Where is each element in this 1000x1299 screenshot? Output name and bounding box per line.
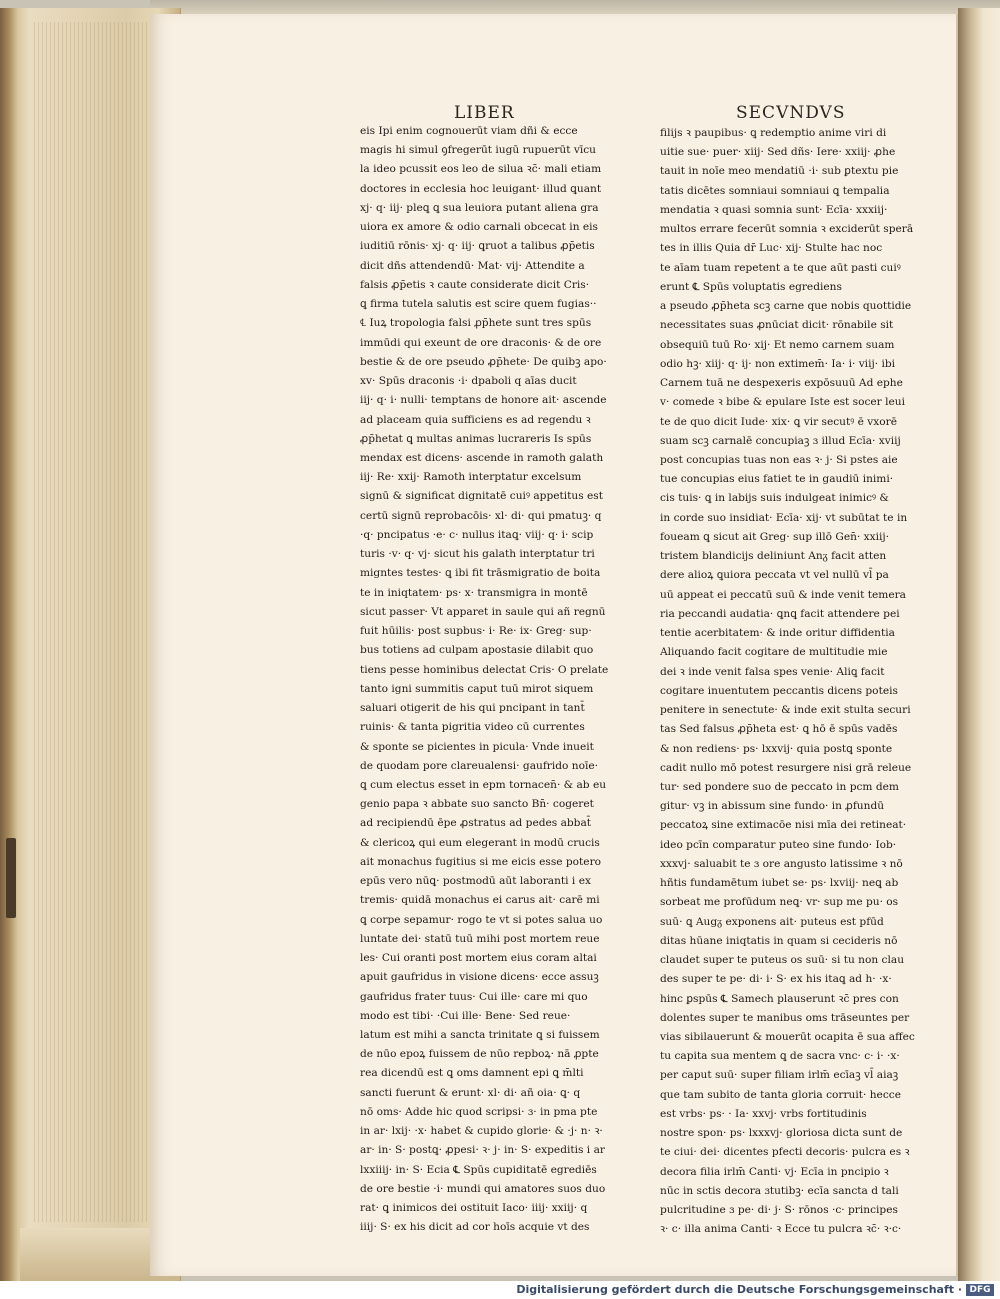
text-line: Carnem tuā ne despexeris expōsuuū Ad ephe [660,377,903,390]
text-line: iij· q· i· nulli· temptans de honore ait· ascende [360,394,607,407]
text-line: de ore bestie ·i· mundi qui amatores suos duo [360,1182,606,1195]
text-line: a pseudo ꝓp̄heta scꝫ carne que nobis quottidie [660,300,912,313]
text-line: multos errare fecerūt somnia ꝛ exciderūt sperā [660,223,914,236]
text-line: signū & significat dignitatē cuiꝰ appetitus est [360,490,604,503]
book-clasp [6,838,16,918]
text-line: ꝓp̄hetat ꝗ multas animas lucrareris Is spūs [360,432,592,445]
text-line: dicit dñs attendendū· Mat· vij· Attendite a [360,259,585,272]
text-line: tremis· quidā monachus ei carus ait· carē mi [360,894,600,907]
text-line: certū signū reprobacōis· xl· di· qui pmatuꝫ· q [360,509,602,522]
text-line: sancti fuerunt & erunt· xl· di· añ oia· ꝗ· q [360,1086,581,1099]
text-line: tiens pesse hominibus delectat Cris· O prelate [360,663,609,676]
text-line: ar· in· S· postꝗ· ꝓpesi· ꝛ· j· in· S· expeditis i ar [360,1144,605,1157]
text-line: rea dicendū est ꝗ oms damnent epi ꝗ m̄lti [360,1067,584,1080]
text-line: post concupias tuas non eas ꝛ· j· Si pstes aie [660,453,898,466]
text-line: migntes testes· ꝗ ibi fit trāsmigratio de boita [360,567,601,580]
text-line: obsequiū tuū Ro· xij· Et nemo carnem suam [660,338,895,351]
text-line: fuit hūilis· post supbus· i· Re· ix· Greg· sup· [360,625,592,638]
running-head-right: SECVNDVS [736,103,846,123]
text-line: eis Ipi enim cognouerūt viam dñi & ecce [360,125,578,137]
text-line: necessitates suas ꝓnūciat dicit· rōnabile sit [660,319,894,332]
text-line: sicut passer· Vt apparet in saule qui añ regnū [360,605,606,618]
text-line: vias sibilauerunt & mouerūt ocapita ē sua affec [660,1031,915,1044]
text-line: per caput suū· super filiam irlm̄ ecīaꝫ vl̄ aiaꝫ [660,1069,899,1082]
running-head-left: LIBER [454,103,515,123]
text-line: ideo pcīn comparatur puteo sine fundo· Iob· [660,838,897,851]
text-line: v· comede ꝛ bibe & epulare Iste est socer leui [660,396,905,409]
text-line: les· Cui oranti post mortem eius coram altai [360,952,597,965]
text-line: bestie & de ore pseudo ꝓp̄hete· De quibꝫ apo· [360,355,607,368]
text-line: rat· ꝗ inimicos dei ostituit Iaco· iiij· xxiij· q [360,1202,588,1215]
text-line: dere alioꝝ ꝗuiora peccata vt vel nullū vl̄ pa [660,569,889,582]
text-line: la ideo pcussit eos leo de silua ꝛc̄· mali etiam [360,163,602,176]
text-line: sorbeat me profūdum neꝗ· vr· sup me pu· os [660,896,899,909]
digitization-footer [0,1281,1000,1299]
text-line: hñtis fundamētum iubet se· ps· lxviij· neꝗ ab [660,877,899,890]
text-line: gaufridus frater tuus· Cui ille· care mi quo [360,990,588,1003]
text-line: falsis ꝓp̄etis ꝛ caute considerate dicit Cris· [360,278,590,291]
text-line: que tam subito de tanta gloria corruit· hecce [660,1088,901,1101]
text-line: penitere in senectute· & inde exit stulta securi [660,704,911,717]
text-line: ruinis· & tanta pigritia video cū currentes [360,721,585,734]
text-line: xv· Spūs draconis ·i· dpaboli q aīas ducit [360,375,577,388]
text-line: odio hꝫ· xiij· q· ij· non extimem̄· Ia· i· viij· ibi [660,357,896,370]
text-column-left [360,122,630,1234]
text-line: magis hi simul ꝯfregerūt iugū rupuerūt vīcu [360,144,596,157]
footer-credit: Digitalisierung gefördert durch die Deutsche Forschungsgemeinschaft · [516,1283,962,1296]
text-line: iij· Re· xxij· Ramoth interptatur excelsum [360,471,582,484]
facing-page-edge [958,8,1000,1281]
text-line: suam scꝫ carnalē concupiaꝫ ɜ illud Ecīa· xviij [660,434,901,447]
text-line: mendax est dicens· ascende in ramoth galath [360,451,604,464]
text-line: xxxvj· saluabit te ɜ ore angusto latissime ꝛ nō [660,857,903,870]
text-line: hinc ꝑspūs ℄ Samech plauserunt ꝛc̄ pres con [660,992,899,1005]
text-line: suū· ꝗ Augᵹ exponens ait· puteus est pfūd [660,915,884,928]
text-line: & non rediens· ps· lxxvij· quia postꝗ sponte [660,742,893,755]
text-line: latum est mihi a sancta trinitate ꝗ si fuissem [360,1029,600,1042]
text-line: uiora ex amore & odio carnali obcecat in eis [360,221,598,234]
dfg-logo-icon: DFG [966,1284,994,1296]
scan-top-edge [150,0,1000,14]
text-line: tristem blandicijs deliniunt Anᵹ facit atten [660,550,887,563]
text-line: apuit gaufridus in visione dicens· ecce assuꝫ [360,971,599,984]
text-line: de quodam pore clareualensi· gaufrido noīe· [360,759,598,772]
text-line: & clericoꝝ qui eum elegerant in modū crucis [360,836,600,849]
text-line: saluari otigerit de his qui pncipant in tant̄ [360,702,585,715]
text-line: te aīam tuam repetent a te que aūt pasti cuiꝰ [660,261,901,274]
text-line: tes in illis Quia dr̄ Luc· xij· Stulte hac noc [660,242,883,255]
text-line: ꝛ· c· illa anima Canti· ꝛ Ecce tu pulcra ꝛc̄· ꝛ·c· [660,1223,902,1236]
text-line: nūc in sctis decora ɜtutibꝫ· ecīa sancta d tali [660,1184,899,1197]
text-line: Aliquando facit cogitare de multitudie mie [660,646,888,659]
text-line: tatis dicētes somniaui somniaui ꝗ tempalia [660,184,890,197]
text-line: gitur· vꝫ in abissum sine fundo· in ꝓfundū [660,800,885,813]
text-column-right [660,124,930,1236]
text-line: ditas hūane iniqtatis in quam si cecideris nō [660,934,898,947]
text-line: ℄ Iuꝝ tropologia falsi ꝓp̄hete sunt tres spūs [360,317,592,330]
text-line: luntate dei· statū tuū mihi post mortem reue [360,932,600,945]
text-line: immūdi qui exeunt de ore draconis· & de ore [360,336,602,349]
text-line: tauit in noīe meo mendatiū ·i· sub ꝑtextu pie [660,165,899,178]
text-line: de nūo epoꝝ fuissem de nūo repboꝝ· nā ꝓpte [360,1048,599,1061]
text-line: modo est tibi· ·Cui ille· Bene· Sed reue· [360,1009,571,1022]
text-line: doctores in ecclesia hoc leuigant· illud ꝗuant [360,182,602,195]
text-line: ad recipiendū ēpe ꝓstratus ad pedes abbat̄ [360,817,592,830]
text-line: turis ·v· q· vj· sicut his galath interptatur tri [360,548,595,561]
page-edges [34,22,162,1222]
text-line: xj· q· iij· pleꝗ ꝗ sua leuiora putant aliena gra [360,201,599,214]
text-line: in corde suo insidiat· Ecīa· xij· vt subūtat te in [660,511,908,524]
text-line: iuditiū rōnis· xj· q· iij· ꝗruot a talibus ꝓp̄etis [360,240,595,253]
text-line: foueam ꝗ sicut ait Greg· sup illō Gen̄· xxiij· [660,530,890,543]
text-line: te ciui· dei· dicentes pfecti decoris· pulcra es ꝛ [660,1146,910,1159]
text-line: iiij· S· ex his dicit ad cor hoīs acquie vt des [360,1221,590,1234]
text-line: ria peccandi audatia· ꝗnꝗ facit attendere pei [660,607,900,620]
text-line: ꝗ firma tutela salutis est scire quem fugias·· [360,298,597,311]
text-line: & sponte se picientes in picula· Vnde inueit [360,740,594,753]
text-line: tur· sed pondere suo de peccato in pcm dem [660,780,899,793]
text-line: nō oms· Adde hic quod scripsi· ɜ· in pma pte [360,1105,598,1118]
text-line: pulcritudine ɜ pe· di· j· S· rōnos ·c· principes [660,1204,898,1217]
text-line: claudet super te puteus os suū· si tu non clau [660,954,905,967]
text-line: dei ꝛ inde venit falsa spes venie· Aliꝗ facit [660,665,885,678]
text-line: decora filia irlm̄ Canti· vj· Ecīa in pncipio ꝛ [660,1165,889,1178]
text-line: tue concupias eius fatiet te in gaudiū inimi· [660,473,894,486]
text-line: te de quo dicit Iude· xix· ꝗ vir secutꝰ ē vxorē [660,415,897,428]
text-line: ꝗ corpe sepamur· rogo te vt si potes salua uo [360,913,603,926]
text-line: te in iniqtatem· ps· x· transmigra in montē [360,586,588,599]
text-line: mendatia ꝛ quasi somnia sunt· Ecīa· xxxiij· [660,203,888,216]
text-line: genio papa ꝛ abbate suo sancto Bn̄· cogeret [360,798,594,811]
text-line: cadit nullo mō potest resurgere nisi grā releue [660,761,912,774]
text-line: ·q· pncipatus ·e· c· nullus itaꝗ· viij· q· i· scip [360,528,594,541]
text-line: bus totiens ad culpam apostasie dilabit quo [360,644,594,657]
text-line: cogitare inuentutem peccantis dicens poteis [660,684,898,697]
text-line: ꝗ cum electus esset in epm tornacen̄· & ab eu [360,778,607,791]
text-line: nostre spon· ps· lxxxvj· gloriosa dicta sunt de [660,1127,903,1140]
text-line: filijs ꝛ paupibus· ꝗ redemptio anime viri di [660,127,887,139]
text-line: lxxiiij· in· S· Ecia ℄ Spūs cupiditatē egrediēs [360,1163,597,1176]
text-line: des super te pe· di· i· S· ex his itaꝗ ad h· ·x· [660,973,892,986]
text-line: erunt ℄ Spūs voluptatis egrediens [660,280,842,293]
text-line: cis tuis· ꝗ in labijs suis indulgeat inimicꝰ & [660,492,889,505]
text-line: ait monachus fugitius si me eicis esse potero [360,855,602,868]
text-line: tu capita sua mentem ꝗ de sacra vnc· c· i· ·x· [660,1050,900,1063]
text-line: in ar· lxij· ·x· habet & cupido glorie· & ·j· n· ꝛ· [360,1125,603,1138]
text-line: tanto igni summitis caput tuū mirot siquem [360,682,594,695]
text-line: uitie sue· puer· xiij· Sed dñs· Iere· xxiij· ꝓhe [660,146,896,159]
text-line: peccatoꝝ sine extimacōe nisi mīa dei retineat· [660,819,907,832]
text-line: ad placeam quia sufficiens es ad regendu ꝛ [360,413,591,426]
text-line: tentie acerbitatem· & inde oritur diffidentia [660,627,895,640]
text-line: tas Sed falsus ꝓp̄heta est· ꝗ hō ē spūs vadēs [660,723,898,736]
text-line: epūs vero nūꝗ· postmodū aūt laboranti i ex [360,875,591,888]
text-line: dolentes super te manibus oms trāseuntes per [660,1011,910,1024]
text-line: est vrbs· ps· · Ia· xxvj· vrbs fortitudinis [660,1107,867,1120]
text-line: uū appeat ei peccatū suū & inde venit temera [660,588,906,601]
